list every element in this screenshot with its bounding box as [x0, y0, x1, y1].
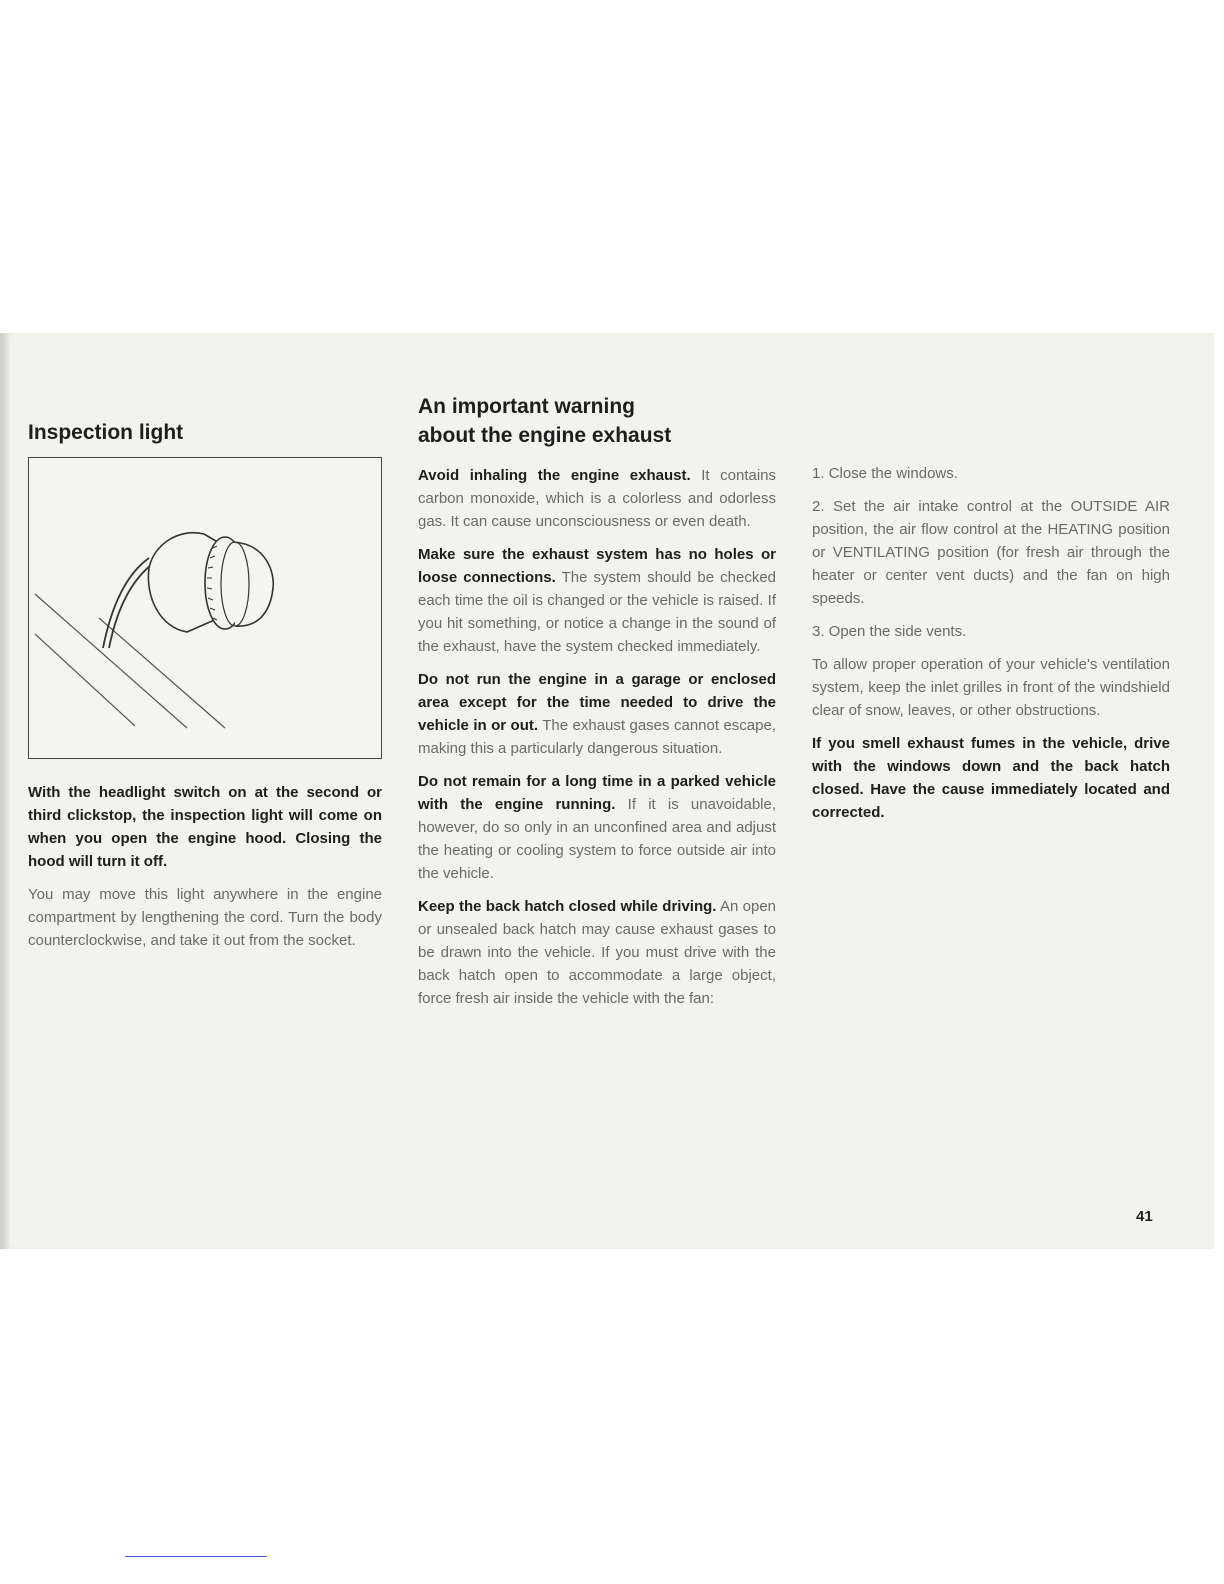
step-1: 1. Close the windows.: [812, 465, 958, 482]
left-column: [28, 418, 382, 962]
inspection-light-illustration: [28, 457, 382, 759]
exhaust-paragraph-2: [418, 543, 776, 658]
step-3: 3. Open the side vents.: [812, 623, 967, 640]
link-underline: [125, 1556, 267, 1557]
exhaust-paragraph-1: [418, 464, 776, 533]
exhaust-paragraph-5-bold: Keep the back hatch closed while driving.: [418, 898, 717, 915]
exhaust-paragraph-3: [418, 668, 776, 760]
exhaust-paragraph-4-bold: Do not remain for a long time in a parked vehicle with the engine running.: [418, 773, 776, 813]
inspection-light-body-paragraph: You may move this light anywhere in the engine compartment by lengthening the cord. Turn the body counterclockwise, and take it out from the socket.: [28, 886, 382, 949]
inspection-light-heading: Inspection light: [28, 421, 184, 444]
exhaust-paragraph-4: [418, 770, 776, 885]
warning-heading-line2: about the engine exhaust: [418, 424, 672, 447]
page-number: 41: [1136, 1208, 1153, 1225]
page-edge-shadow: [0, 333, 10, 1249]
exhaust-paragraph-5: [418, 895, 776, 1010]
exhaust-paragraph-3-bold: Do not run the engine in a garage or enclosed area except for the time needed to drive the vehicle in or out.: [418, 671, 776, 734]
exhaust-paragraph-5-text: An open or unsealed back hatch may cause exhaust gases to be drawn into the vehicle. If you must drive with the back hatch open to accommodate a large object, force fresh air inside the vehicle with the fan:: [418, 898, 777, 1007]
middle-column: [418, 392, 776, 1020]
inspection-light-icon: [29, 458, 381, 758]
exhaust-paragraph-3-text: The exhaust gases cannot escape, making this a particularly dangerous situation.: [418, 717, 776, 757]
exhaust-paragraph-2-text: The system should be checked each time the oil is changed or the vehicle is raised. If you hit something, or notice a change in the sound of the exhaust, have the system checked immediately.: [418, 569, 777, 655]
warning-heading: [418, 392, 776, 450]
right-column: [812, 462, 1170, 834]
exhaust-paragraph-1-text: It contains carbon monoxide, which is a colorless and odorless gas. It can cause unconsciousness or even death.: [418, 467, 777, 530]
exhaust-paragraph-4-text: If it is unavoidable, however, do so only in an unconfined area and adjust the heating or cooling system to force outside air into the vehicle.: [418, 796, 777, 882]
inspection-light-bold-paragraph: With the headlight switch on at the second or third clickstop, the inspection light will come on when you open the engine hood. Closing the hood will turn it off.: [28, 784, 382, 870]
exhaust-paragraph-2-bold: Make sure the exhaust system has no holes or loose connections.: [418, 546, 776, 586]
warning-heading-line1: An important warning: [418, 395, 635, 418]
exhaust-paragraph-1-bold: Avoid inhaling the engine exhaust.: [418, 467, 691, 484]
ventilation-paragraph: To allow proper operation of your vehicle's ventilation system, keep the inlet grilles in front of the windshield clear of snow, leaves, or other obstructions.: [812, 656, 1170, 719]
exhaust-fumes-warning: If you smell exhaust fumes in the vehicle, drive with the windows down and the back hatch closed. Have the cause immediately located and corrected.: [812, 735, 1170, 821]
step-2: 2. Set the air intake control at the OUTSIDE AIR position, the air flow control at the HEATING position or VENTILATING position (for fresh air through the heater or center vent ducts) and the fan on high speeds.: [812, 498, 1170, 607]
